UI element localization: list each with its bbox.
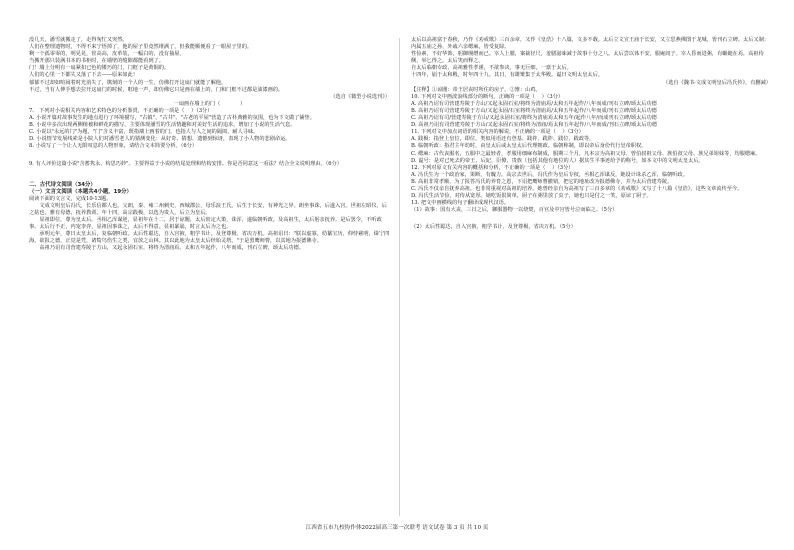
text-line: 【注释】①谅闇：帝王居丧时所住的房子。②雉：山鸡。	[411, 86, 541, 93]
text-line: D. 小说情节发展线索是小院人们对潘雪老人的猜测变化：从好奇、猜想、遗憾到惊讶，表现了小人物的悲剧命运。	[29, 136, 291, 143]
text-line: 没几天，潘雪就搬走了，走得匆忙又突然。	[29, 37, 128, 43]
text-line: 显祖即位，尊为皇太后。丞相乙浑谋逆，显祖年在十二，居于谅闇，太后密定大策，诛浑，遂临朝听政。及高祖生，太后躬亲抚养。是后罢令，不听政事。太后行不正，内宠李弈，显祖因事诛之，太后不得意。显祖暴崩，时言太后为之也。	[29, 217, 382, 231]
text-line: （选自《魏书·文成文明皇后冯氏传》，有删减）	[663, 79, 771, 86]
text-line: 10. 下列对文中画波浪线部分的断句，正确的一项是（ ）（3分）	[411, 93, 564, 100]
text-line: C. 冯氏不仅亲自抚养高祖，也非常重视对高祖的培养。她曾经亲自为高祖写了三百多章的《劝戒歌》又写了十八篇《皇诰》，这些文章流传至今。	[411, 185, 743, 192]
text-line: 性俭素，不好华饰，躬御缦缯而已。宰人上膳，案裁径尺，羞膳滋味减于故事十分之八。太后尝以体不安，服庵闾子。宰人昏而进粥，有蝘蜓在焉，高祖侍侧，举匕得之。太后笑而释之。	[411, 51, 764, 65]
text-line: 人们在整理遗物时，不得不来宁悟掉了，他的屋子里竟然堆满了，但我能顺便看了一眼屋子里的。	[29, 44, 253, 51]
text-line: C. 小说以"永远的门"为题，"门"含义丰富，既指墙上画着的门，也指人与人之间的隔阂，耐人寻味。	[29, 129, 259, 136]
text-line: C. 高祖乃诏有司/营建寿陵于方山/又起永固石室/将终为清庙焉太和五年/起作八年/而成刊石立碑/颂太后功德	[411, 115, 657, 122]
text-line: 自太后临朝专政，高祖雅性孝谨，不欲参决，事无巨细，一禀于太后。	[411, 65, 572, 72]
text-line: 人们的心里一下都失又落了下去——原来如此！	[29, 72, 138, 79]
text-line: B. 高祖非常孝顺，为了报答冯氏的养育之恩，下诏把鹰师曹撤销，把它的地址改为报德佛寺，并为太后营建寿陵。	[411, 178, 673, 185]
text-line: 郁郁不过却如喧闹着时光消失了，镌刻的一个人的一生，仿佛打开这扇门就能了解他。	[29, 79, 227, 86]
right-column	[411, 37, 771, 231]
text-line	[29, 151, 390, 161]
text-line: （1）故事：国有大丧，三日之后，御服器物一以烧焚，百官及中宫皆号泣而临之。（5分）	[411, 207, 618, 214]
text-line: A. 高祖乃诏有司营建寿陵于方山/又起永固石室/将终为清庙焉/太和五年起作/八年而成/刊石立碑/颂太后功德	[411, 100, 657, 107]
text-line: B. 小说中多次出现两侧植被和鲜花的描写，主要体现潘雪的生活情趣和对美好生活的追求，增加了小说的生活气息。	[29, 122, 296, 129]
text-line: 高祖乃诏有司营建寿陵于方山，又起永固石室，将终为清庙焉。太和五年起作，八年而成，刊石立碑，颂太后功德。	[39, 245, 304, 252]
text-line: 11. 下列对文中加点词语的相关内容的解说，不正确的一项是（ ）（3分）	[411, 129, 584, 136]
text-line: A. 冯氏生为一个政治家，果断，有魄力。高宗去世后，冯氏作为皇后专权，丞相乙浑谋反，她设计诛杀乙浑，临朝听政。	[411, 171, 688, 178]
text-line: 门！墙上分明有一扇紧扣已色的镂巧的门，门框子是黄铜的。	[29, 65, 170, 72]
page-footer: 江西省五市九校协作体2022届高三第一次联考 语文试卷 第 3 页 共 10 页	[305, 525, 489, 531]
text-line: 不过，当有人伸手想去拉开这扇门的时候，哐地一声，却仿佛它只是画在墙上的，门和门框不过都是油漆画的。	[29, 86, 284, 93]
text-line: C. 缌麻：古代丧服名，五服中之最轻者，孝服用细麻布制成，服期三个月，凡本宗为高祖父母、曾伯叔祖父母、族伯叔父母、族兄弟姐妹等，均服缌麻。	[411, 150, 761, 157]
text-line: （2）太后性聪达，自入宫掖，粗学书计，及登尊极，省决万机。（5分）	[411, 224, 576, 231]
text-line: 阅读下面的文言文，完成10-13题。	[29, 195, 112, 202]
text-line: 当搬开那只装满书本的书柜时，在墙壁的缝隙都能看到了。	[29, 58, 164, 65]
text-line: 承明元年，尊曰太皇太后，复临朝听政。太后性聪达，自入宫掖，粗学书计。及登尊极，省决万机。高祖诏曰："朕以虚寡，幼纂宝历，仰恃慈明，缉宁四海。欲报之德，正觉是凭，诸鸷鸟伤生之类，宜放之山林。其以此地为太皇太后经始灵塔。"于是罢鹰师曹，以其地为报德佛寺。	[29, 231, 390, 245]
section-heading: 二、古代诗文阅读（34分）	[29, 181, 96, 188]
column-divider	[399, 38, 400, 516]
text-line: D. 谥号：是对已死去的帝王、后妃、臣僚、贵族（包括其他有地位的人）据其生平事迹给予的称号，如本文中的文明太皇太后。	[411, 157, 704, 164]
text-line: B. 临朝听政：指君主年幼时，由皇太后或太皇太后代理朝政。临朝称制，即以帝后身份代行皇帝职权。	[411, 143, 647, 150]
text-line: 12. 下列对原文有关内容的概括和分析，不正确的一项是（ ）（3分）	[411, 164, 574, 171]
text-line: 8. 小说写了一个让人无限叹息的人物形象，请结合文本简要分析。（6分）	[29, 143, 198, 150]
left-column	[29, 37, 390, 253]
section-heading: （一）文言文阅读（本题共4小题，19分）	[29, 188, 132, 195]
text-line: 十四年，崩于太和殿，时年四十九。其日，有雄雉集于太华殿。谥曰文明太皇太后。	[411, 72, 603, 79]
text-line: 9. 有人评价这篇小说"含蓄隽永、构思巧妙"。主要得益于小说的结尾处理和结构安排。你是否同意这一看法？结合全文说明理由。（6分）	[29, 160, 342, 167]
text-line	[411, 214, 771, 224]
text-line: 13. 把文中画横线的句子翻译成现代汉语。	[411, 200, 510, 207]
text-line: A. 践极：指登上皇位，即位。类似用语还有登基、践祚、践阼、践位、践政等。	[411, 136, 595, 143]
text-line: 剩一个孤零零的，明晃晃，筐高高，皮革装，一幅白的，没有抽屉。	[29, 51, 185, 58]
text-line: A. 小说开篇对故事发生的地点进行了环境描写，"古镇"、"古井"、"古老的平屋"营造了古朴典雅的氛围，也为下文做了铺垫。	[29, 115, 315, 122]
text-line	[29, 168, 390, 182]
text-line: 文成文明皇后冯氏，长乐信都人也。父朗，秦、雍二州刺史、西城郡公，母乐浪王氏。后生于长安，有神光之异。朗坐事诛，后遂入宫。世祖左昭仪，后之姑也，雅有母德，抚养教训。年十四，高宗践极，以选为贵人，后立为皇后。	[29, 202, 387, 216]
text-line: 一扇画在墙上的门（ ）	[173, 100, 246, 107]
text-line: D. 冯氏生活节俭，对侍从宽厚。她吃饭很简单，厨子在粥里放了虫子，她也只是付之一笑，原谅了厨子。	[411, 193, 652, 200]
text-line: 7. 下列对小说相关内容和艺术特色的分析鉴赏，不正确的一项是（ ）（3分）	[29, 107, 213, 114]
text-line: B. 高祖乃诏有司营建寿陵于方山/又起永固/石室将终为清庙焉/太和五年起作/八年而成/刊石立碑/颂太后功德	[411, 107, 657, 114]
text-line: （选自《微型小说选刊》）	[330, 93, 390, 100]
text-line: 太后以高祖富于春秋，乃作《劝戒歌》三百余章，又作《皇诰》十八篇，文多不载。太后立文宣王庙于长安，又立思燕佛图于龙城，皆刊石立碑。太后又制：内属五庙之孙，外戚六亲缌麻，皆受复除。	[411, 37, 769, 51]
text-line: D. 高祖乃诏有司营建寿陵于方山/又起永固石室/将终为清庙/焉太和五年起作/八年而成/刊石立碑/颂太后功德	[411, 122, 658, 129]
